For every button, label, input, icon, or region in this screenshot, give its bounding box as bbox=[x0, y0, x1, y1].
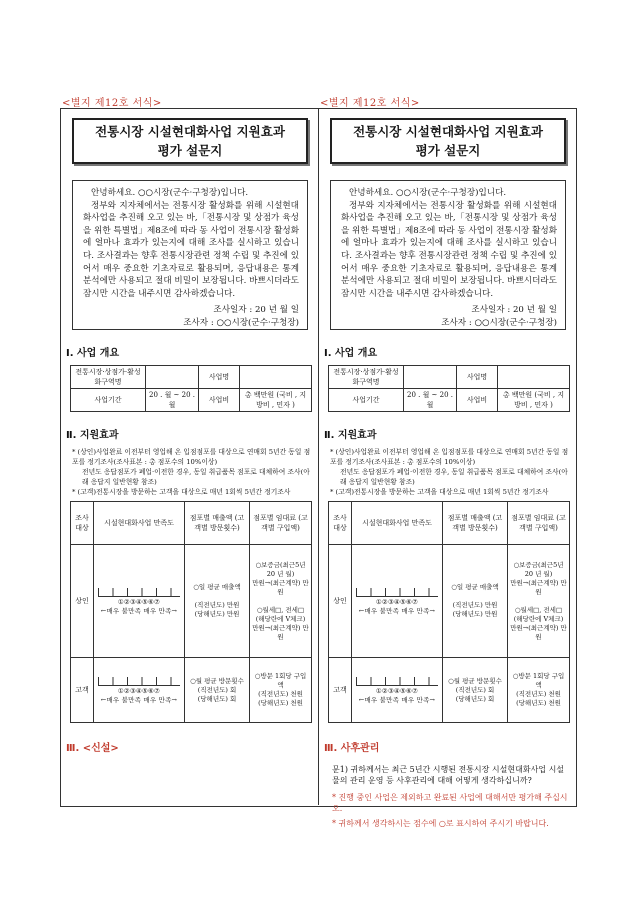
period-value[interactable]: 20 . 월 ~ 20 . 월 bbox=[146, 389, 199, 412]
project-info-table bbox=[328, 365, 570, 412]
scale-caption: ←매우 불만족 매우 만족→ bbox=[358, 696, 436, 704]
notes bbox=[330, 447, 570, 497]
surveyor: 조사자 : ○○시장(군수·구청장) bbox=[183, 318, 299, 329]
header-satisfaction: 시설현대화사업 만족도 bbox=[352, 502, 443, 545]
scale-options[interactable]: ①②③④⑤⑥⑦ bbox=[117, 598, 161, 606]
period-label: 사업기간 bbox=[71, 389, 146, 412]
greeting-line: 정부와 지자체에서는 전통시장 활성화를 위해 시설현대화사업을 추진해 오고 있는 바,「전통시장 및 상점가 육성을 위한 특별법」제8조에 따라 동 사업이 전통시장 활성화에 얼마나 효과가 있는지에 대해 조사를 실시하고 있습니다. 조사결과는 향후 전통시장관련 정책 수립 및 추진에 있어서 매우 중요한 기초자료로 활용되며, 응답내용은 통계분석에만 사용되고 절대 비밀이 보장됩니다. 바쁘시더라도 잠시만 시간을 내주시면 감사하겠습니다. bbox=[341, 200, 557, 299]
customer-scale-cell[interactable] bbox=[94, 658, 185, 723]
cost-label: 사업비 bbox=[199, 389, 240, 412]
project-info-table bbox=[70, 365, 312, 412]
visit-line: (직전년도) 회 bbox=[455, 685, 495, 694]
rent-line: 만원→(최근계약) 만원 bbox=[252, 623, 309, 641]
merchant-sales[interactable] bbox=[185, 545, 250, 658]
sales-line: (당해년도) 만원 bbox=[194, 610, 240, 618]
greeting-line: 안녕하세요. ○○시장(군수·구청장)입니다. bbox=[91, 188, 249, 198]
purchase-line: (당해년도) 천원 bbox=[258, 699, 303, 707]
scale-caption: ←매우 불만족 매우 만족→ bbox=[358, 607, 436, 615]
merchant-label: 상인 bbox=[71, 545, 94, 658]
header-target: 조사 대상 bbox=[71, 502, 94, 545]
left-column bbox=[66, 110, 314, 760]
survey-table bbox=[328, 501, 570, 723]
title-line2: 평가 설문지 bbox=[157, 143, 223, 158]
visit-line: ○월 평균 방문횟수 bbox=[190, 676, 244, 685]
greeting-line: 안녕하세요. ○○시장(군수·구청장)입니다. bbox=[349, 188, 507, 198]
merchant-rent[interactable] bbox=[508, 545, 570, 658]
sales-line: ○일 평균 매출액 bbox=[451, 583, 499, 591]
scale-caption: ←매우 불만족 매우 만족→ bbox=[100, 696, 178, 704]
market-label: 전통시장·상점가·활성화구역명 bbox=[71, 366, 146, 389]
sales-line: (직전년도) 만원 bbox=[452, 601, 498, 609]
question-note: * 귀하께서 생각하시는 점수에 ○로 표시하여 주시기 바랍니다. bbox=[332, 819, 549, 828]
section-1-heading: Ⅰ. 사업 개요 bbox=[324, 348, 378, 359]
market-label: 전통시장·상점가·활성화구역명 bbox=[329, 366, 404, 389]
section-2-heading: Ⅱ. 지원효과 bbox=[324, 430, 377, 441]
scale-options[interactable]: ①②③④⑤⑥⑦ bbox=[117, 687, 161, 695]
rent-line: 만원→(최근계약) 만원 bbox=[510, 578, 567, 596]
form-tag-left: <별지 제12호 서식> bbox=[62, 98, 162, 109]
note: * (고객)전통시장을 방문하는 고객을 대상으로 매년 1회씩 5년간 정기조사 bbox=[330, 488, 549, 496]
scale-ticks bbox=[356, 588, 438, 597]
period-label: 사업기간 bbox=[329, 389, 404, 412]
title-line2: 평가 설문지 bbox=[415, 143, 481, 158]
customer-label: 고객 bbox=[71, 658, 94, 723]
sales-line: ○일 평균 매출액 bbox=[193, 583, 241, 591]
header-rent: 점포별 임대료 (고객별 구입액) bbox=[250, 502, 312, 545]
note: 전년도 응답점포가 폐업·이전한 경우, 동일 취급품목 점포로 대체하여 조사(아래 응답지 일반현황 참조) bbox=[82, 468, 310, 486]
market-value[interactable] bbox=[404, 366, 457, 389]
greeting-line: 정부와 지자체에서는 전통시장 활성화를 위해 시설현대화사업을 추진해 오고 있는 바,「전통시장 및 상점가 육성을 위한 특별법」제8조에 따라 동 사업이 전통시장 활성화에 얼마나 효과가 있는지에 대해 조사를 실시하고 있습니다. 조사결과는 향후 전통시장관련 정책 수립 및 추진에 있어서 매우 중요한 기초자료로 활용되며, 응답내용은 통계분석에만 사용되고 절대 비밀이 보장됩니다. 바쁘시더라도 잠시만 시간을 내주시면 감사하겠습니다. bbox=[83, 200, 299, 299]
merchant-scale-cell[interactable] bbox=[352, 545, 443, 658]
visit-line: (당해년도) 회 bbox=[197, 694, 237, 703]
rent-line: 만원→(최근계약) 만원 bbox=[252, 578, 309, 596]
visit-line: (당해년도) 회 bbox=[455, 694, 495, 703]
period-value[interactable]: 20 . 월 ~ 20 . 월 bbox=[404, 389, 457, 412]
cost-value[interactable]: 총 백만원 (국비 , 지방비 , 민자 ) bbox=[498, 389, 570, 412]
survey-date: 조사일자 : 20 년 월 일 bbox=[471, 305, 557, 316]
merchant-scale-cell[interactable] bbox=[94, 545, 185, 658]
scale-options[interactable]: ①②③④⑤⑥⑦ bbox=[375, 687, 419, 695]
column-divider bbox=[318, 108, 319, 805]
cost-label: 사업비 bbox=[457, 389, 498, 412]
greeting-box bbox=[72, 180, 308, 330]
customer-scale-cell[interactable] bbox=[352, 658, 443, 723]
customer-label: 고객 bbox=[329, 658, 352, 723]
title-line1: 전통시장 시설현대화사업 지원효과 bbox=[95, 124, 285, 139]
merchant-rent[interactable] bbox=[250, 545, 312, 658]
title-box bbox=[72, 118, 308, 164]
scale-ticks bbox=[98, 588, 180, 597]
project-name-label: 사업명 bbox=[199, 366, 240, 389]
section-3-heading-left: Ⅲ. <신설> bbox=[66, 743, 119, 754]
notes bbox=[72, 447, 312, 497]
note: * (상인)사업완료 이전부터 영업해 온 입점점포를 대상으로 연매회 5년간 동일 점포를 정기조사(조사표본 : 총 점포수의 10%이상) bbox=[72, 448, 311, 466]
note: * (상인)사업완료 이전부터 영업해 온 입점점포를 대상으로 연매회 5년간 동일 점포를 정기조사(조사표본 : 총 점포수의 10%이상) bbox=[330, 448, 569, 466]
right-column bbox=[324, 110, 572, 833]
customer-purchase[interactable] bbox=[508, 658, 570, 723]
form-tag-right: <별지 제12호 서식> bbox=[320, 98, 420, 109]
rent-line: ○월세□, 전세□ (해당란에 V체크) bbox=[513, 605, 564, 623]
cost-value[interactable]: 총 백만원 (국비 , 지방비 , 민자 ) bbox=[240, 389, 312, 412]
header-satisfaction: 시설현대화사업 만족도 bbox=[94, 502, 185, 545]
rent-line: ○월세□, 전세□ (해당란에 V체크) bbox=[255, 605, 306, 623]
sales-line: (당해년도) 만원 bbox=[452, 610, 498, 618]
purchase-line: (당해년도) 천원 bbox=[516, 699, 561, 707]
rent-line: ○보증금(최근5년 20 년 월) bbox=[513, 560, 564, 578]
scale-ticks bbox=[98, 677, 180, 686]
scale-ticks bbox=[356, 677, 438, 686]
project-name-value[interactable] bbox=[498, 366, 570, 389]
project-name-label: 사업명 bbox=[457, 366, 498, 389]
section-3-heading-right: Ⅲ. 사후관리 bbox=[324, 743, 380, 754]
sales-line: (직전년도) 만원 bbox=[194, 601, 240, 609]
rent-line: ○보증금(최근5년 20 년 월) bbox=[255, 560, 306, 578]
title-box bbox=[330, 118, 566, 164]
question-text: 문1) 귀하께서는 최근 5년간 시행된 전통시장 시설현대화사업 시설물의 관리 운영 등 사후관리에 대해 어떻게 생각하십니까? bbox=[332, 765, 565, 785]
header-rent: 점포별 임대료 (고객별 구입액) bbox=[508, 502, 570, 545]
title-line1: 전통시장 시설현대화사업 지원효과 bbox=[353, 124, 543, 139]
customer-visits[interactable] bbox=[185, 658, 250, 723]
survey-table bbox=[70, 501, 312, 723]
purchase-line: ○방문 1회당 구입액 bbox=[512, 672, 565, 689]
visit-line: ○월 평균 방문횟수 bbox=[448, 676, 502, 685]
section-1-heading: Ⅰ. 사업 개요 bbox=[66, 348, 120, 359]
scale-options[interactable]: ①②③④⑤⑥⑦ bbox=[375, 598, 419, 606]
project-name-value[interactable] bbox=[240, 366, 312, 389]
header-sales: 점포별 매출액 (고객별 방문횟수) bbox=[185, 502, 250, 545]
purchase-line: (직전년도) 천원 bbox=[258, 690, 303, 698]
surveyor: 조사자 : ○○시장(군수·구청장) bbox=[441, 318, 557, 329]
survey-date: 조사일자 : 20 년 월 일 bbox=[213, 305, 299, 316]
customer-visits[interactable] bbox=[443, 658, 508, 723]
market-value[interactable] bbox=[146, 366, 199, 389]
purchase-line: (직전년도) 천원 bbox=[516, 690, 561, 698]
purchase-line: ○방문 1회당 구입액 bbox=[254, 672, 307, 689]
section-2-heading: Ⅱ. 지원효과 bbox=[66, 430, 119, 441]
greeting-box bbox=[330, 180, 566, 330]
merchant-label: 상인 bbox=[329, 545, 352, 658]
scale-caption: ←매우 불만족 매우 만족→ bbox=[100, 607, 178, 615]
merchant-sales[interactable] bbox=[443, 545, 508, 658]
customer-purchase[interactable] bbox=[250, 658, 312, 723]
header-sales: 점포별 매출액 (고객별 방문횟수) bbox=[443, 502, 508, 545]
note: 전년도 응답점포가 폐업·이전한 경우, 동일 취급품목 점포로 대체하여 조사(아래 응답지 일반현황 참조) bbox=[340, 468, 568, 486]
visit-line: (직전년도) 회 bbox=[197, 685, 237, 694]
note: * (고객)전통시장을 방문하는 고객을 대상으로 매년 1회씩 5년간 정기조사 bbox=[72, 488, 291, 496]
question-note: * 진행 중인 사업은 제외하고 완료된 사업에 대해서만 평가해 주십시오. bbox=[332, 793, 568, 813]
header-target: 조사 대상 bbox=[329, 502, 352, 545]
rent-line: 만원→(최근계약) 만원 bbox=[510, 623, 567, 641]
question-1 bbox=[332, 764, 568, 829]
